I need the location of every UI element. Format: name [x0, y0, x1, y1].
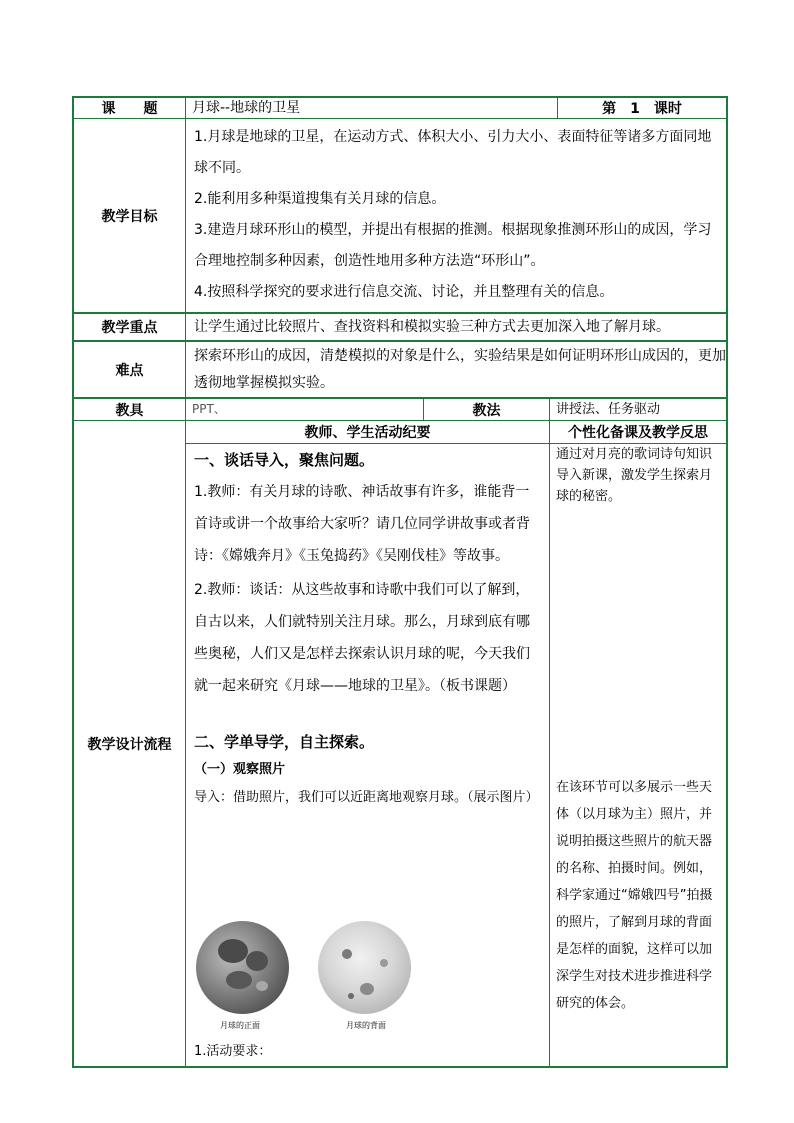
activity-content [186, 446, 549, 916]
tools-label: 教具 [115, 402, 144, 419]
activity-requirements: 1.活动要求： [194, 1044, 272, 1059]
difficulties-text: 探索环形山的成因，清楚模拟的对象是什么，实验结果是如何证明环形山成因的，更加透彻地掌握模拟实验。 [194, 348, 726, 391]
side-column-header: 个性化备课及教学反思 [568, 425, 708, 441]
objectives-label: 教学目标 [101, 208, 158, 225]
moon-front-caption: 月球的正面 [220, 1021, 260, 1030]
flow-label: 教学设计流程 [87, 736, 172, 753]
topic-value: 月球--地球的卫星 [192, 100, 301, 116]
reflection-note: 通过对月亮的歌词诗句知识导入新课，激发学生探索月球的秘密。 [556, 447, 713, 504]
paragraph: 1.教师：有关月球的诗歌、神话故事有许多，谁能背一首诗或讲一个故事给大家听？请几位同学讲故事或者背诗：《嫦娥奔月》《玉兔捣药》《吴刚伐桂》等故事。 [194, 484, 530, 564]
paragraph: 导入：借助照片，我们可以近距离地观察月球。（展示图片） [194, 790, 539, 805]
objective-item: 2.能利用多种渠道搜集有关月球的信息。 [194, 191, 446, 207]
moon-back-caption: 月球的背面 [346, 1021, 386, 1030]
method-value: 讲授法、任务驱动 [556, 402, 661, 417]
difficulties-label: 难点 [115, 362, 144, 379]
objective-item: 4.按照科学探究的要求进行信息交流、讨论，并且整理有关的信息。 [194, 284, 614, 300]
subsection-title: （一）观察照片 [194, 762, 286, 777]
method-label: 教法 [472, 402, 501, 419]
section-title: 一、谈话导入，聚焦问题。 [194, 451, 375, 469]
key-points-text: 让学生通过比较照片、查找资料和模拟实验三种方式去更加深入地了解月球。 [194, 319, 670, 335]
lesson-number: 第 1 课时 [602, 101, 682, 117]
moon-front-image [196, 921, 289, 1014]
tools-value: PPT、 [192, 402, 226, 416]
reflection-note: 在该环节可以多展示一些天体（以月球为主）照片，并说明拍摄这些照片的航天器的名称、拍摄时间。例如，科学家通过“嫦娥四号”拍摄的照片，了解到月球的背面是怎样的面貌，这样可以加深学生对技术进步推进科学研究的体会。 [556, 780, 713, 1011]
section-title: 二、学单导学，自主探索。 [194, 733, 375, 751]
key-points-label: 教学重点 [101, 320, 158, 336]
paragraph: 2.教师：谈话：从这些故事和诗歌中我们可以了解到，自古以来，人们就特别关注月球。那么，月球到底有哪些奥秘，人们又是怎样去探索认识月球的呢，今天我们就一起来研究《月球——地球的卫星》。（板书课题） [194, 582, 530, 694]
objective-item: 3.建造月球环形山的模型，并提出有根据的推测。根据现象推测环形山的成因，学习合理地控制多种因素，创造性地用多种方法造“环形山”。 [194, 222, 712, 269]
objective-item: 1.月球是地球的卫星，在运动方式、体积大小、引力大小、表面特征等诸多方面同地球不同。 [194, 129, 712, 176]
objectives-list [186, 122, 726, 312]
main-column-header: 教师、学生活动纪要 [304, 425, 431, 441]
topic-label: 课 题 [101, 101, 158, 117]
moon-back-image [318, 921, 411, 1014]
